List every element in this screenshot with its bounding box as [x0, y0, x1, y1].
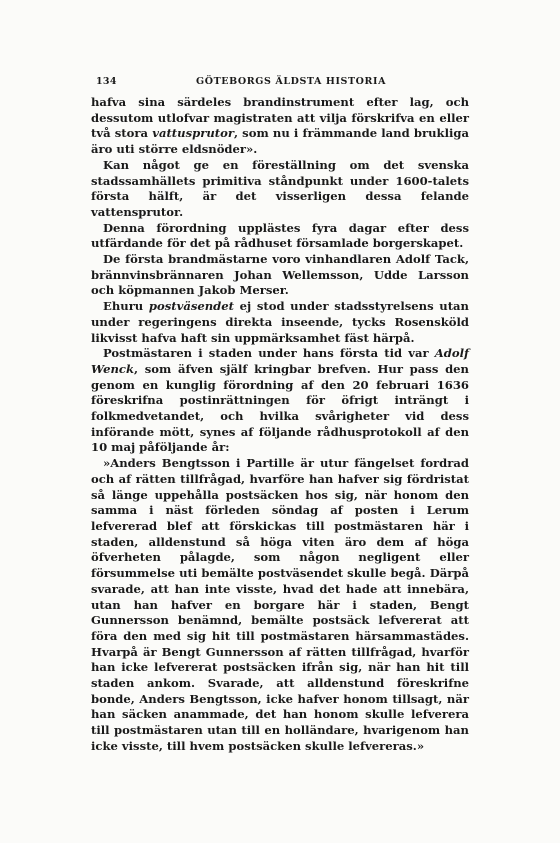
page-header	[96, 76, 466, 92]
paragraph	[91, 456, 469, 754]
italic-term: postväsendet	[148, 299, 235, 314]
paragraph	[91, 221, 469, 252]
text-run: , som nu i främmande land brukliga äro uti större eldsnöder».	[91, 126, 469, 157]
text-run: Kan något ge en föreställning om det svenska stadssamhällets primitiva ståndpunkt under 1600-talets första hälft, är det visserligen dessa felande vattensprutor.	[91, 157, 469, 219]
paragraph	[91, 299, 469, 346]
italic-term: Adolf Wenck	[91, 346, 469, 376]
paragraph	[91, 158, 469, 221]
running-title: GÖTEBORGS ÄLDSTA HISTORIA	[196, 76, 387, 87]
text-run: »Anders Bengtsson i Partille är utur fängelset fordrad och af rätten tillfrågad, hvarföre han hafver sig fördristat så länge uppehålla postsäcken hos sig, när honom den samma i näst förleden söndag af posten i Lerum lefvererad blef att förskickas till postmästaren här i staden, alldenstund så höga viten äro dem af höga öfverheten pålagde, som någon negligent eller försummelse uti bemälte postväsendet skulle begå. Därpå svarade, att han inte visste, hvad det hade att innebära, utan han hafver en borgare här i staden, Bengt Gunnersson benämnd, bemälte postsäck lefvererat att föra den med sig hit till postmästaren härsammastädes. Hvarpå är Bengt Gunnersson af rätten tillfrågad, hvarför han icke lefvererat postsäcken ifrån sig, när han hit till staden ankom. Svarade, att alldenstund föreskrifne bonde, Anders Bengtsson, icke hafver honom tillsagt, när han säcken anammade, det han honom skulle lefverera till postmästaren utan till en holländare, hvarigenom han icke visste, till hvem postsäcken skulle lefvereras.»	[91, 456, 469, 753]
text-run: ej stod under stadsstyrelsens utan under regeringens direkta inseende, tycks Rosensköld likvisst hafva haft sin uppmärksamhet fäst härpå.	[91, 299, 469, 345]
italic-term: vattusprutor	[152, 126, 234, 141]
text-run: Postmästaren i staden under hans första tid var	[103, 346, 435, 361]
text-run: hafva sina särdeles brandinstrument efter lag, och dessutom utlofvar magistraten att vilja förskrifva en eller två stora	[91, 95, 469, 141]
paragraph	[91, 346, 469, 456]
text-run: , som äfven själf kringbar brefven. Hur pass den genom en kunglig förordning af den 20 februari 1636 föreskrifna postinrättningen för öfrigt inträngt i folkmedvetandet, och hvilka svårigheter vid dess införande mött, synes af följande rådhusprotokoll af den 10 maj påföljande år:	[91, 361, 469, 455]
paragraph	[91, 252, 469, 299]
text-run: De första brandmästarne voro vinhandlaren Adolf Tack, brännvinsbrännaren Johan Wellemsson, Udde Larsson och köpmannen Jakob Merser.	[91, 252, 469, 298]
page-number: 134	[96, 76, 117, 87]
text-run: Denna förordning upplästes fyra dagar efter dess utfärdande för det på rådhuset församlade borgerskapet.	[91, 220, 469, 251]
text-run: Ehuru	[103, 299, 149, 314]
paragraph	[91, 95, 469, 158]
body-text	[91, 95, 469, 755]
